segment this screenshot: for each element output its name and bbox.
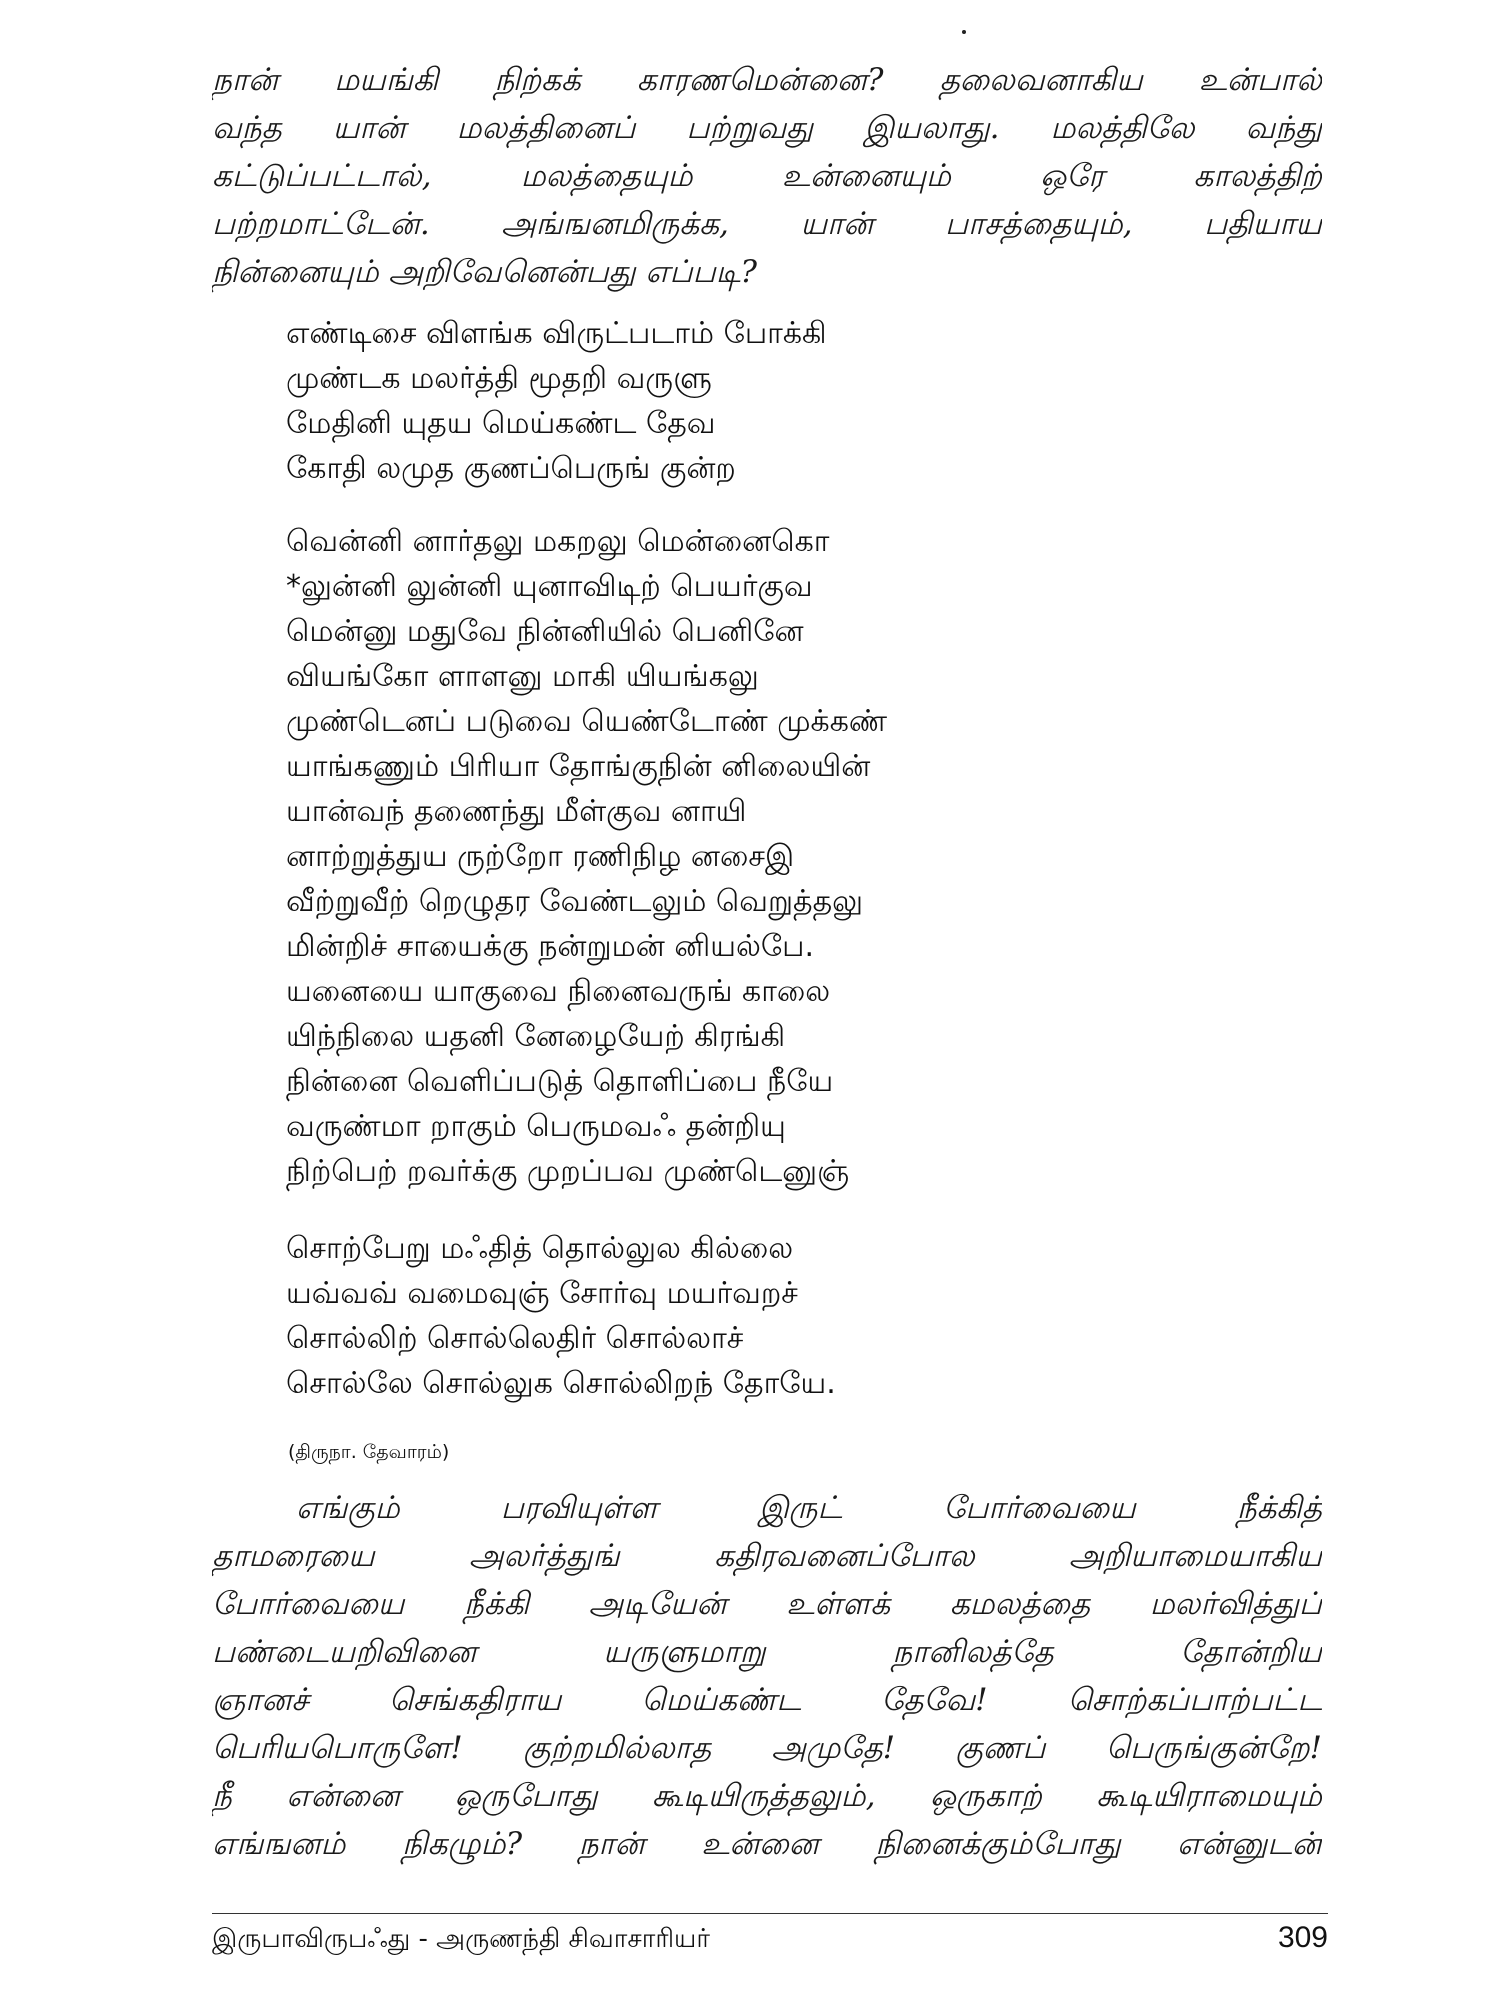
verse-line: முண்டக மலர்த்தி மூதறி வருளு xyxy=(286,361,712,396)
verse-line: மேதினி யுதய மெய்கண்ட தேவ xyxy=(286,406,716,441)
page-number: 309 xyxy=(1277,1921,1328,1954)
verse-stanza-2 xyxy=(286,519,887,1194)
verse-attribution: (திருநா. தேவாரம்) xyxy=(288,1441,450,1463)
prose-line: நான் மயங்கி நிற்கக் காரணமென்னை? தலைவனாகிய உன்பால் xyxy=(212,62,1322,98)
prose-line: நீ என்னை ஒருபோது கூடியிருத்தலும், ஒருகாற் கூடியிராமையும் xyxy=(212,1778,1322,1814)
footer-rule xyxy=(212,1913,972,1914)
verse-line: கோதி லமுத குணப்பெருங் குன்ற xyxy=(286,451,736,486)
verse-stanza-3 xyxy=(286,1226,836,1406)
prose-line: பெரியபொருளே! குற்றமில்லாத அமுதே! குணப் பெருங்குன்றே! xyxy=(212,1730,1322,1766)
verse-line: நிற்பெற் றவர்க்கு முறப்பவ முண்டெனுஞ் xyxy=(286,1154,850,1189)
print-speck xyxy=(962,30,966,34)
verse-line: யாங்கணும் பிரியா தோங்குநின் னிலையின் xyxy=(286,749,871,784)
verse-line: சொல்லிற் சொல்லெதிர் சொல்லாச் xyxy=(286,1321,744,1356)
prose-line: நின்னையும் அறிவேனென்பது எப்படி? xyxy=(212,254,757,290)
verse-line: யிந்நிலை யதனி னேழையேற் கிரங்கி xyxy=(286,1019,786,1054)
prose-line: எங்ஙனம் நிகழும்? நான் உன்னை நினைக்கும்போது என்னுடன் xyxy=(212,1826,1322,1862)
verse-line: யனையை யாகுவை நினைவருங் காலை xyxy=(286,974,831,1009)
prose-line: ஞானச் செங்கதிராய மெய்கண்ட தேவே! சொற்கப்பாற்பட்ட xyxy=(212,1682,1322,1718)
footer-book-title: இருபாவிருபஃது - அருணந்தி சிவாசாரியர் xyxy=(212,1924,710,1954)
verse-line: மென்னு மதுவே நின்னியில் பெனினே xyxy=(286,614,804,649)
verse-line: வருண்மா றாகும் பெருமவஃ தன்றியு xyxy=(286,1109,786,1144)
verse-line: மின்றிச் சாயைக்கு நன்றுமன் னியல்பே. xyxy=(286,929,815,964)
prose-line: பற்றமாட்டேன். அங்ஙனமிருக்க, யான் பாசத்தையும், பதியாய xyxy=(212,206,1322,242)
verse-stanza-1 xyxy=(286,311,827,491)
verse-line: யவ்வவ் வமைவுஞ் சோர்வு மயர்வறச் xyxy=(286,1276,798,1311)
footer-rule xyxy=(972,1913,1328,1914)
verse-line: வீற்றுவீற் றெழுதர வேண்டலும் வெறுத்தலு xyxy=(286,884,864,919)
verse-line: நின்னை வெளிப்படுத் தொளிப்பை நீயே xyxy=(286,1064,834,1099)
verse-line: வென்னி னார்தலு மகறலு மென்னைகொ xyxy=(286,524,830,559)
commentary-paragraph xyxy=(212,1484,1322,1868)
verse-line: முண்டெனப் படுவை யெண்டோண் முக்கண் xyxy=(286,704,888,739)
intro-paragraph xyxy=(212,56,1322,296)
verse-line: எண்டிசை விளங்க விருட்படாம் போக்கி xyxy=(286,316,827,351)
verse-line: வியங்கோ ளாளனு மாகி யியங்கலு xyxy=(286,659,759,694)
verse-line: *லுன்னி லுன்னி யுனாவிடிற் பெயர்குவ xyxy=(286,569,813,604)
verse-line: சொல்லே சொல்லுக சொல்லிறந் தோயே. xyxy=(286,1366,836,1401)
prose-line: போர்வையை நீக்கி அடியேன் உள்ளக் கமலத்தை மலர்வித்துப் xyxy=(212,1586,1322,1622)
prose-line: கட்டுப்பட்டால், மலத்தையும் உன்னையும் ஒரே காலத்திற் xyxy=(212,158,1322,194)
prose-line: எங்கும் பரவியுள்ள இருட் போர்வையை நீக்கித் xyxy=(296,1490,1322,1526)
prose-line: வந்த யான் மலத்தினைப் பற்றுவது இயலாது. மலத்திலே வந்து xyxy=(212,110,1322,146)
verse-line: னாற்றுத்துய ருற்றோ ரணிநிழ னசைஇ xyxy=(286,839,795,874)
prose-line: பண்டையறிவினை யருளுமாறு நானிலத்தே தோன்றிய xyxy=(212,1634,1322,1670)
verse-line: சொற்பேறு மஃதித் தொல்லுல கில்லை xyxy=(286,1231,794,1266)
verse-line: யான்வந் தணைந்து மீள்குவ னாயி xyxy=(286,794,747,829)
prose-line: தாமரையை அலர்த்துங் கதிரவனைப்போல அறியாமையாகிய xyxy=(212,1538,1322,1574)
